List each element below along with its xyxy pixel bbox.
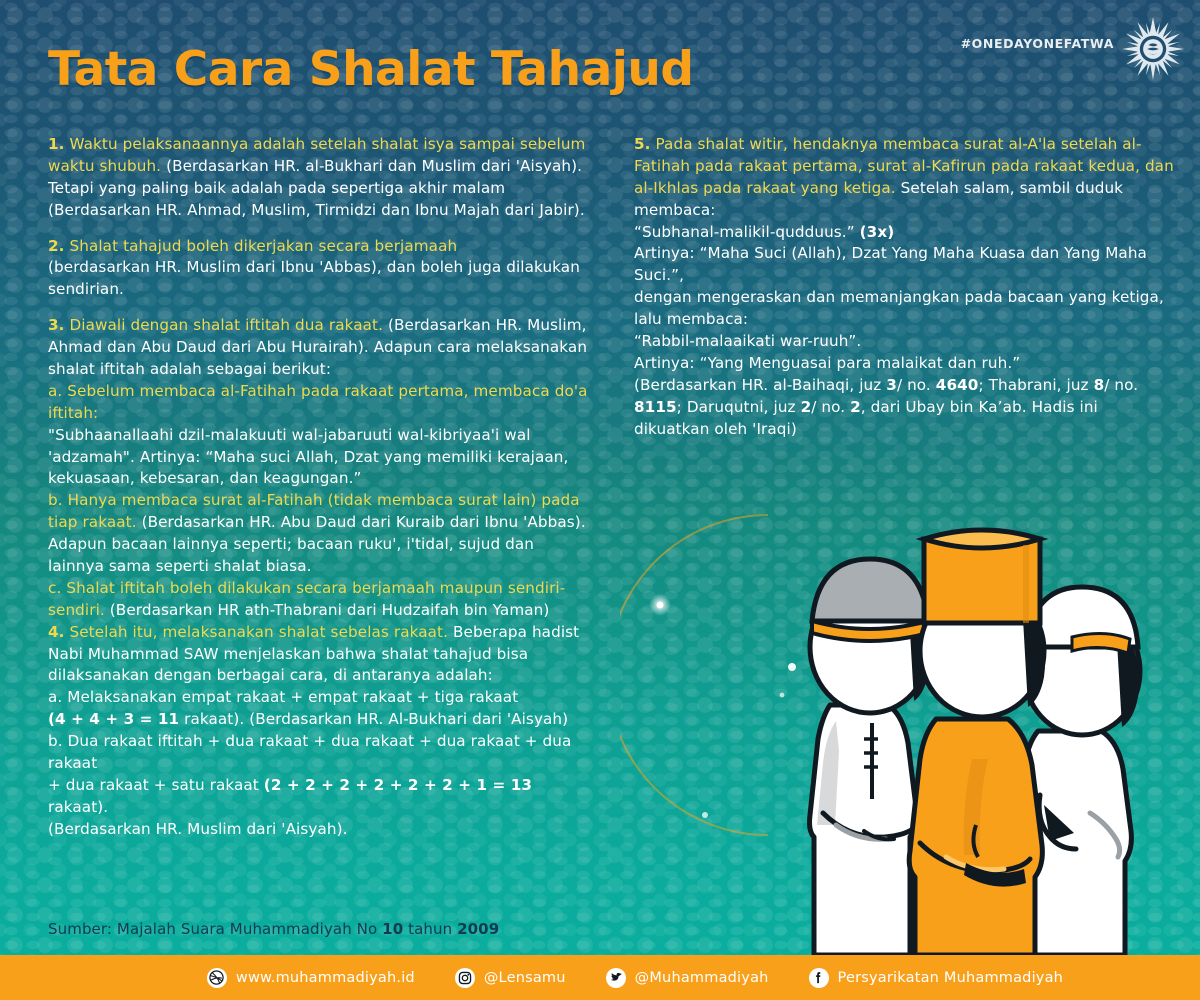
page-title: Tata Cara Shalat Tahajud bbox=[48, 42, 694, 97]
item-3-number: 3. bbox=[48, 316, 65, 335]
item-5-ref-b5: 2 bbox=[800, 397, 812, 416]
list-item-2 bbox=[48, 236, 593, 302]
right-text-column bbox=[634, 134, 1174, 440]
item-5-ref-p1: (Berdasarkan HR. al-Baihaqi, juz bbox=[634, 375, 887, 394]
worshipper-center-figure bbox=[909, 530, 1045, 955]
item-1-highlight: Waktu pelaksanaannya adalah setelah shalat isya sampai sebelum waktu shubuh. bbox=[48, 135, 586, 175]
item-5-ref-p4: / no. bbox=[1104, 375, 1139, 394]
item-4b-line2-pre: + dua rakaat + satu rakaat bbox=[48, 775, 264, 794]
list-item-3b bbox=[48, 490, 593, 578]
worshipper-left-figure bbox=[810, 559, 931, 955]
item-4b-line1: b. Dua rakaat iftitah + dua rakaat + dua rakaat + dua rakaat + dua rakaat bbox=[48, 732, 572, 773]
item-3-body: (Berdasarkan HR. Muslim, Ahmad dan Abu Daud dari Abu Hurairah). Adapun cara melaksanakan shalat iftitah adalah sebagai berikut: bbox=[48, 316, 588, 379]
item-3b-highlight: Hanya membaca surat al-Fatihah (tidak membaca surat lain) pada tiap rakaat. bbox=[48, 491, 580, 532]
item-5-highlight: Pada shalat witir, hendaknya membaca surat al-A'la setelah al-Fatihah pada rakaat pertama, surat al-Kafirun pada rakaat kedua, dan al-Ikhlas pada rakaat yang ketiga. bbox=[634, 135, 1174, 197]
item-5-ref-p5: ; Daruqutni, juz bbox=[676, 397, 801, 416]
item-5-number: 5. bbox=[634, 135, 651, 153]
item-4b-sum: (2 + 2 + 2 + 2 + 2 + 2 + 1 = 13 bbox=[263, 775, 533, 794]
footer-instagram-label: @Lensamu bbox=[483, 969, 566, 986]
item-5-quote2: “Rabbil-malaaikati war-ruuh”. bbox=[634, 332, 862, 351]
footer-facebook-label: Persyarikatan Muhammadiyah bbox=[837, 969, 1064, 986]
item-5-artinya1: Artinya: “Maha Suci (Allah), Dzat Yang Maha Kuasa dan Yang Maha Suci.”, bbox=[634, 244, 1147, 285]
item-5-ref-b6: 2 bbox=[850, 397, 861, 416]
illustration-moon-and-worshippers bbox=[620, 495, 1200, 955]
item-5-ref-b1: 3 bbox=[886, 375, 897, 394]
item-4a-sum: (4 + 4 + 3 = 11 bbox=[48, 710, 180, 729]
source-prefix: Sumber: Majalah Suara Muhammadiyah No bbox=[48, 920, 383, 938]
list-item-3a bbox=[48, 381, 593, 490]
item-5-ref-b2: 4640 bbox=[935, 375, 979, 394]
item-3c-highlight: Shalat iftitah boleh dilakukan secara berjamaah maupun sendiri-sendiri. bbox=[48, 578, 566, 619]
list-item-4 bbox=[48, 622, 593, 688]
source-number: 10 bbox=[382, 920, 404, 938]
crescent-moon-icon bbox=[620, 515, 768, 835]
item-3a-highlight: Sebelum membaca al-Fatihah pada rakaat pertama, membaca do'a iftitah: bbox=[48, 381, 588, 422]
item-4-body: Beberapa hadist Nabi Muhammad SAW menjelaskan bahwa shalat tahajud bisa dilaksanakan dengan berbagai cara, di antaranya adalah: bbox=[48, 622, 580, 685]
item-5-body: Setelah salam, sambil duduk membaca: bbox=[634, 178, 1124, 219]
item-3c-body: (Berdasarkan HR ath-Thabrani dari Hudzaifah bin Yaman) bbox=[109, 600, 550, 619]
item-4-highlight: Setelah itu, melaksanakan shalat sebelas rakaat. bbox=[69, 622, 449, 641]
item-5-body2: dengan mengeraskan dan memanjangkan pada bacaan yang ketiga, lalu membaca: bbox=[634, 288, 1164, 329]
footer-item-instagram[interactable] bbox=[455, 968, 566, 988]
item-4b-line3: (Berdasarkan HR. Muslim dari 'Aisyah). bbox=[48, 819, 348, 838]
item-5-ref-p6: / no. bbox=[811, 397, 851, 416]
item-4a-rest: rakaat). (Berdasarkan HR. Al-Bukhari dari 'Aisyah) bbox=[179, 710, 569, 729]
list-item-5 bbox=[634, 134, 1174, 440]
list-item-1 bbox=[48, 134, 593, 222]
item-2-highlight: Shalat tahajud boleh dikerjakan secara berjamaah bbox=[69, 236, 458, 255]
instagram-icon bbox=[455, 968, 475, 988]
footer-item-website[interactable] bbox=[207, 968, 415, 988]
item-2-body: (berdasarkan HR. Muslim dari Ibnu 'Abbas), dan boleh juga dilakukan sendirian. bbox=[48, 258, 580, 299]
item-4-number: 4. bbox=[48, 622, 65, 641]
item-1-number: 1. bbox=[48, 135, 65, 153]
footer-bar bbox=[0, 955, 1200, 1000]
footer-website-label: www.muhammadiyah.id bbox=[235, 969, 415, 986]
item-3-highlight: Diawali dengan shalat iftitah dua rakaat. bbox=[69, 316, 384, 335]
item-3a-number: a. bbox=[48, 381, 63, 400]
list-item-4a bbox=[48, 687, 593, 731]
item-5-artinya2: Artinya: “Yang Menguasai para malaikat dan ruh.” bbox=[634, 353, 1021, 372]
source-credit bbox=[48, 920, 499, 938]
list-item-3 bbox=[48, 315, 593, 381]
item-5-ref-p7: , dari Ubay bin Ka’ab. Hadis ini dikuatkan oleh 'Iraqi) bbox=[634, 397, 1098, 438]
item-4b-rest: rakaat). bbox=[48, 797, 109, 816]
muhammadiyah-sun-logo-icon bbox=[1120, 16, 1186, 82]
item-5-ref-p2: / no. bbox=[896, 375, 936, 394]
footer-item-facebook[interactable] bbox=[809, 968, 1064, 988]
item-5-ref-b4: 8115 bbox=[634, 397, 677, 416]
item-5-ref-b3: 8 bbox=[1093, 375, 1105, 394]
list-item-4b bbox=[48, 731, 593, 840]
item-3b-body: (Berdasarkan HR. Abu Daud dari Kuraib dari Ibnu 'Abbas). Adapun bacaan lainnya seperti; bacaan ruku', i'tidal, sujud dan lainnya sama seperti shalat biasa. bbox=[48, 513, 586, 576]
twitter-icon bbox=[606, 968, 626, 988]
source-middle: tahun bbox=[403, 920, 458, 938]
item-2-number: 2. bbox=[48, 236, 65, 255]
source-year: 2009 bbox=[457, 920, 500, 938]
item-3a-body: "Subhaanallaahi dzil-malakuuti wal-jabaruuti wal-kibriyaa'i wal 'adzamah". Artinya: “Maha suci Allah, Dzat yang memiliki kerajaan, kekuasaan, kebesaran, dan keagungan.” bbox=[48, 425, 569, 488]
hashtag-label: #ONEDAYONEFATWA bbox=[960, 36, 1114, 51]
item-5-quote1-count: (3x) bbox=[859, 222, 895, 241]
facebook-icon bbox=[809, 968, 829, 988]
footer-item-twitter[interactable] bbox=[606, 968, 769, 988]
item-5-ref-p3: ; Thabrani, juz bbox=[978, 375, 1094, 394]
dribbble-icon bbox=[207, 968, 227, 988]
item-5-quote1: “Subhanal-malikil-qudduus.” bbox=[634, 222, 855, 241]
left-text-column bbox=[48, 134, 593, 841]
list-item-3c bbox=[48, 578, 593, 622]
item-3b-number: b. bbox=[48, 491, 63, 510]
footer-twitter-label: @Muhammadiyah bbox=[634, 969, 769, 986]
item-1-body: (Berdasarkan HR. al-Bukhari dan Muslim dari 'Aisyah). Tetapi yang paling baik adalah pada sepertiga akhir malam (Berdasarkan HR. Ahmad, Muslim, Tirmidzi dan Ibnu Majah dari Jabir). bbox=[48, 156, 585, 219]
item-3c-number: c. bbox=[48, 578, 62, 597]
item-4a-line1: a. Melaksanakan empat rakaat + empat rakaat + tiga rakaat bbox=[48, 688, 519, 707]
